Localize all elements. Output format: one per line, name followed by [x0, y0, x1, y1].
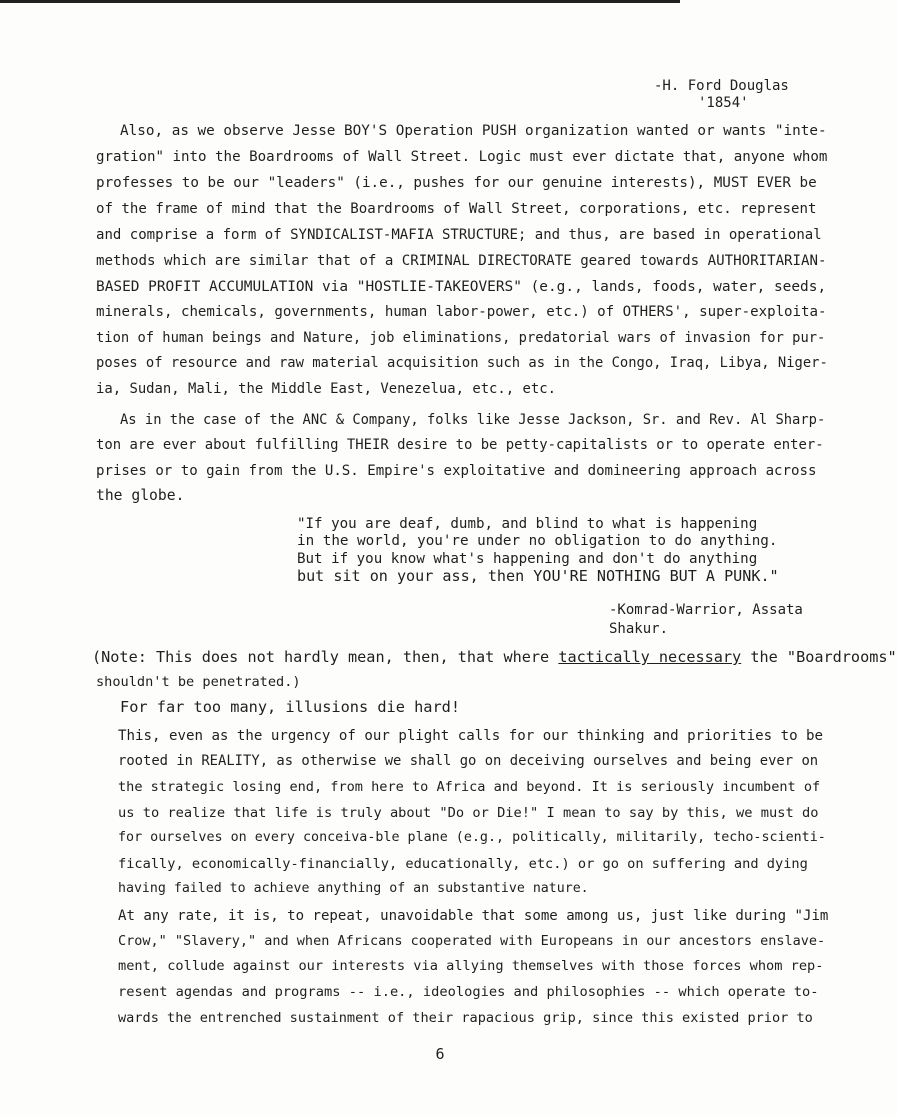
quote-line: But if you know what's happening and don't do anything: [297, 551, 758, 567]
quote-attribution-line: Shakur.: [609, 621, 669, 637]
text-line: Also, as we observe Jesse BOY'S Operation PUSH organization wanted or wants "inte-: [120, 123, 827, 139]
note-line: [92, 647, 897, 667]
quote-attribution: [609, 601, 803, 639]
note-line: shouldn't be penetrated.): [96, 674, 301, 690]
quote-line: "If you are deaf, dumb, and blind to what is happening: [297, 516, 758, 532]
text-line: As in the case of the ANC & Company, folks like Jesse Jackson, Sr. and Rev. Al Sharp-: [120, 412, 826, 428]
text-line: of the frame of mind that the Boardrooms of Wall Street, corporations, etc. represent: [96, 201, 817, 217]
text-line: ton are ever about fulfilling THEIR desire to be petty-capitalists or to operate enter-: [96, 437, 824, 453]
text-line: rooted in REALITY, as otherwise we shall go on deceiving ourselves and being ever on: [118, 753, 819, 769]
text-line: the globe.: [96, 487, 185, 504]
text-line: minerals, chemicals, governments, human labor-power, etc.) of OTHERS', super-exploita-: [96, 304, 827, 320]
text-line: us to realize that life is truly about "Do or Die!" I mean to say by this, we must do: [118, 805, 819, 821]
text-line: wards the entrenched sustainment of their rapacious grip, since this existed prior to: [118, 1010, 813, 1026]
quote-line: but sit on your ass, then YOU'RE NOTHING BUT A PUNK.": [297, 567, 779, 585]
header-attribution: [654, 78, 789, 112]
note-text: the "Boardrooms": [741, 648, 897, 666]
text-line: tion of human beings and Nature, job eliminations, predatorial wars of invasion for pur-: [96, 330, 826, 346]
header-author: -H. Ford Douglas: [654, 78, 789, 94]
text-line: the strategic losing end, from here to Africa and beyond. It is seriously incumbent of: [118, 779, 821, 795]
page-number: 6: [435, 1045, 445, 1063]
text-line: having failed to achieve anything of an substantive nature.: [118, 881, 589, 896]
text-line: BASED PROFIT ACCUMULATION via "HOSTLIE-TAKEOVERS" (e.g., lands, foods, water, seeds,: [96, 279, 827, 295]
note-text: (Note: This does not hardly mean, then, that where: [92, 648, 559, 666]
text-line: Crow," "Slavery," and when Africans cooperated with Europeans in our ancestors enslave-: [118, 933, 826, 949]
text-line: prises or to gain from the U.S. Empire's exploitative and domineering approach across: [96, 463, 817, 479]
quote-attribution-line: -Komrad-Warrior, Assata: [609, 602, 803, 618]
text-line: methods which are similar that of a CRIMINAL DIRECTORATE geared towards AUTHORITARIAN-: [96, 253, 827, 269]
text-line: poses of resource and raw material acquisition such as in the Congo, Iraq, Libya, Niger-: [96, 355, 828, 371]
text-line: gration" into the Boardrooms of Wall Street. Logic must ever dictate that, anyone whom: [96, 149, 828, 165]
text-line: fically, economically-financially, educationally, etc.) or go on suffering and dying: [118, 856, 808, 872]
text-line: ia, Sudan, Mali, the Middle East, Venezelua, etc., etc.: [96, 381, 556, 397]
short-line: For far too many, illusions die hard!: [120, 698, 461, 716]
note-underlined-text: tactically necessary: [558, 648, 742, 666]
header-year: '1854': [698, 95, 749, 111]
text-line: and comprise a form of SYNDICALIST-MAFIA STRUCTURE; and thus, are based in operational: [96, 227, 822, 243]
text-line: resent agendas and programs -- i.e., ideologies and philosophies -- which operate to-: [118, 984, 819, 1000]
text-line: At any rate, it is, to repeat, unavoidable that some among us, just like during "Jim: [118, 908, 829, 924]
text-line: This, even as the urgency of our plight calls for our thinking and priorities to be: [118, 728, 824, 744]
quote-line: in the world, you're under no obligation to do anything.: [297, 533, 778, 549]
text-line: for ourselves on every conceiva-ble plane (e.g., politically, militarily, techo-scienti-: [118, 830, 826, 845]
text-line: professes to be our "leaders" (i.e., pushes for our genuine interests), MUST EVER be: [96, 175, 817, 191]
top-border-line: [0, 0, 680, 3]
text-line: ment, collude against our interests via allying themselves with those forces whom rep-: [118, 958, 824, 974]
